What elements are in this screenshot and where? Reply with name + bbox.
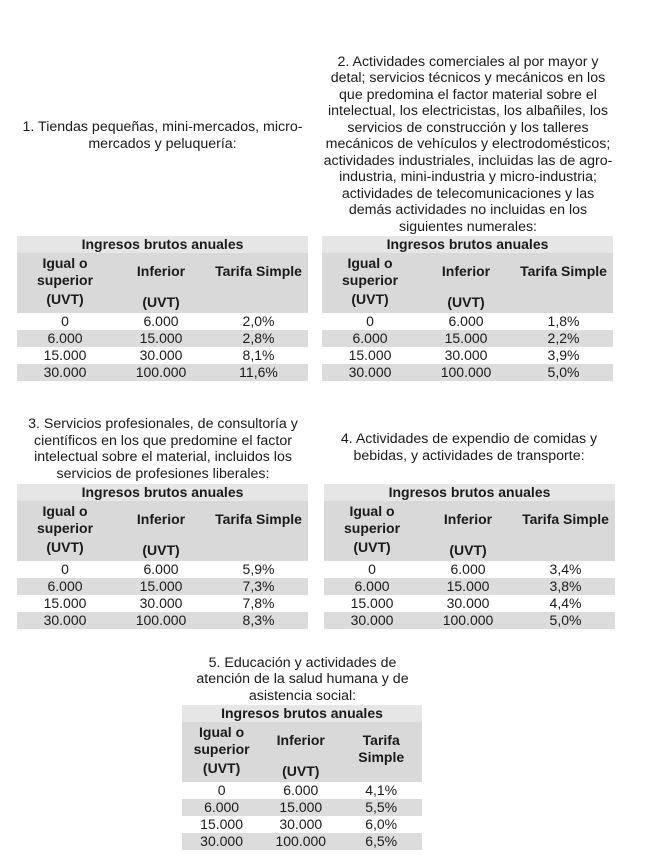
cell-inferior: 100.000 xyxy=(275,833,327,849)
cell-igual-o-superior: 15.000 xyxy=(200,816,243,832)
cell-inferior: 6.000 xyxy=(143,561,179,577)
section-2-table xyxy=(322,236,613,381)
cell-igual-o-superior: 0 xyxy=(217,782,226,798)
cell-tarifa: 8,1% xyxy=(242,347,275,363)
cell-inferior: 15.000 xyxy=(139,330,183,346)
table-row xyxy=(182,816,422,833)
col-igual-o-superior xyxy=(324,503,420,556)
col-tarifa-simple: Tarifa Simple xyxy=(358,732,405,765)
cell-inferior: 6.000 xyxy=(143,313,179,329)
cell-igual-o-superior: 15.000 xyxy=(348,347,392,363)
cell-tarifa: 4,4% xyxy=(549,595,582,611)
cell-inferior: 100.000 xyxy=(440,364,492,380)
cell-tarifa: 4,1% xyxy=(365,782,398,798)
cell-igual-o-superior: 15.000 xyxy=(43,347,87,363)
col-igual-o-superior-unit: (UVT) xyxy=(353,539,391,555)
cell-inferior: 100.000 xyxy=(442,612,494,628)
col-tarifa-simple: Tarifa Simple xyxy=(215,263,302,279)
table-row xyxy=(17,347,308,364)
section-5-table xyxy=(182,705,422,850)
section-4-table xyxy=(324,484,615,629)
col-inferior-unit: (UVT) xyxy=(142,542,180,558)
cell-inferior: 6.000 xyxy=(448,313,484,329)
section-5-heading: 5. Educación y actividades de atención de la salud humana y de asistencia social: xyxy=(196,654,409,704)
section-3-table xyxy=(17,484,308,629)
col-tarifa-simple: Tarifa Simple xyxy=(215,511,302,527)
cell-igual-o-superior: 15.000 xyxy=(350,595,394,611)
cell-igual-o-superior: 30.000 xyxy=(43,612,87,628)
cell-igual-o-superior: 6.000 xyxy=(47,330,83,346)
cell-tarifa: 11,6% xyxy=(239,364,278,380)
table-row xyxy=(324,612,615,629)
cell-inferior: 30.000 xyxy=(279,816,323,832)
table-row xyxy=(17,561,308,578)
cell-igual-o-superior: 30.000 xyxy=(348,364,392,380)
col-inferior-unit: (UVT) xyxy=(142,294,180,310)
cell-igual-o-superior: 6.000 xyxy=(352,330,388,346)
cell-igual-o-superior: 0 xyxy=(61,313,69,329)
table-row xyxy=(322,330,613,347)
table-title: Ingresos brutos anuales xyxy=(17,484,308,501)
cell-tarifa: 3,8% xyxy=(549,578,582,594)
cell-tarifa: 2,2% xyxy=(547,330,580,346)
table-row xyxy=(17,330,308,347)
table-row xyxy=(324,561,615,578)
table-header xyxy=(17,253,308,313)
col-inferior-label: Inferior xyxy=(443,511,493,527)
cell-igual-o-superior: 0 xyxy=(61,561,69,577)
col-igual-o-superior-label: Igual o superior xyxy=(193,724,250,757)
cell-igual-o-superior: 0 xyxy=(366,313,374,329)
col-inferior-unit: (UVT) xyxy=(449,542,487,558)
col-tarifa-simple: Tarifa Simple xyxy=(522,511,609,527)
cell-inferior: 30.000 xyxy=(139,347,183,363)
table-row xyxy=(322,347,613,364)
cell-igual-o-superior: 6.000 xyxy=(354,578,390,594)
cell-inferior: 30.000 xyxy=(139,595,183,611)
table-row xyxy=(324,595,615,612)
col-igual-o-superior xyxy=(17,255,113,308)
col-igual-o-superior-label: Igual o superior xyxy=(342,255,399,288)
cell-tarifa: 2,0% xyxy=(242,313,275,329)
cell-igual-o-superior: 30.000 xyxy=(200,833,243,849)
cell-tarifa: 5,0% xyxy=(547,364,580,380)
cell-tarifa: 3,4% xyxy=(549,561,582,577)
cell-tarifa: 5,0% xyxy=(549,612,582,628)
cell-tarifa: 3,9% xyxy=(547,347,580,363)
cell-inferior: 15.000 xyxy=(444,330,488,346)
section-2-heading: 2. Actividades comerciales al por mayor y detal; servicios técnicos y mecánicos en los que predomina el factor material sobre el intelectual, los electricistas, los albañiles, los servicios de construcción y los talleres mecánicos de vehículos y electrodomésticos; actividades industriales, incluidas las de agro-industria, mini-industria y micro-industria; actividades de telecomunicaciones y las demás actividades no incluidas en los siguientes numerales: xyxy=(323,53,613,235)
section-4-heading: 4. Actividades de expendio de comidas y bebidas, y actividades de transporte: xyxy=(340,431,598,464)
cell-tarifa: 7,8% xyxy=(242,595,275,611)
cell-tarifa: 6,5% xyxy=(365,833,398,849)
col-igual-o-superior-label: Igual o superior xyxy=(37,255,94,288)
table-row xyxy=(17,578,308,595)
table-row xyxy=(17,595,308,612)
table-title: Ingresos brutos anuales xyxy=(324,484,615,501)
cell-tarifa: 1,8% xyxy=(547,313,580,329)
col-igual-o-superior xyxy=(182,724,261,777)
table-title: Ingresos brutos anuales xyxy=(182,705,422,722)
cell-igual-o-superior: 6.000 xyxy=(204,799,240,815)
section-3-heading: 3. Servicios profesionales, de consultoría y científicos en los que predomine el factor intelectual sobre el material, incluidos los servicios de profesiones liberales: xyxy=(28,416,298,482)
cell-igual-o-superior: 30.000 xyxy=(43,364,87,380)
col-igual-o-superior-unit: (UVT) xyxy=(202,760,241,776)
cell-inferior: 30.000 xyxy=(444,347,488,363)
col-igual-o-superior-unit: (UVT) xyxy=(46,291,84,307)
table-row xyxy=(182,833,422,850)
col-inferior-label: Inferior xyxy=(136,263,186,279)
col-igual-o-superior-label: Igual o superior xyxy=(344,503,401,536)
cell-tarifa: 5,5% xyxy=(365,799,398,815)
cell-tarifa: 8,3% xyxy=(242,612,275,628)
table-row xyxy=(182,799,422,816)
col-igual-o-superior xyxy=(17,503,113,556)
cell-inferior: 30.000 xyxy=(446,595,490,611)
cell-tarifa: 6,0% xyxy=(365,816,398,832)
col-inferior-unit: (UVT) xyxy=(447,294,485,310)
cell-tarifa: 5,9% xyxy=(242,561,275,577)
cell-inferior: 6.000 xyxy=(450,561,486,577)
table-row xyxy=(322,313,613,330)
cell-inferior: 6.000 xyxy=(283,782,319,798)
table-row xyxy=(17,313,308,330)
table-header xyxy=(322,253,613,313)
table-row xyxy=(322,364,613,381)
cell-inferior: 15.000 xyxy=(279,799,323,815)
cell-inferior: 100.000 xyxy=(135,364,187,380)
col-tarifa-simple: Tarifa Simple xyxy=(520,263,607,279)
table-row xyxy=(17,612,308,629)
table-header xyxy=(17,501,308,561)
cell-igual-o-superior: 30.000 xyxy=(350,612,394,628)
cell-igual-o-superior: 6.000 xyxy=(47,578,83,594)
section-1-heading: 1. Tiendas pequeñas, mini-mercados, micro-mercados y peluquería: xyxy=(22,119,303,152)
col-igual-o-superior-unit: (UVT) xyxy=(351,291,389,307)
cell-tarifa: 2,8% xyxy=(242,330,275,346)
col-inferior-unit: (UVT) xyxy=(282,763,320,779)
col-inferior-label: Inferior xyxy=(136,511,186,527)
col-inferior-label: Inferior xyxy=(441,263,491,279)
cell-inferior: 15.000 xyxy=(139,578,183,594)
table-row xyxy=(17,364,308,381)
col-igual-o-superior-label: Igual o superior xyxy=(37,503,94,536)
table-header xyxy=(182,722,422,782)
cell-tarifa: 7,3% xyxy=(242,578,275,594)
col-inferior-label: Inferior xyxy=(276,732,325,748)
table-row xyxy=(324,578,615,595)
table-header xyxy=(324,501,615,561)
col-igual-o-superior xyxy=(322,255,418,308)
cell-igual-o-superior: 0 xyxy=(368,561,376,577)
table-title: Ingresos brutos anuales xyxy=(17,236,308,253)
cell-igual-o-superior: 15.000 xyxy=(43,595,87,611)
table-title: Ingresos brutos anuales xyxy=(322,236,613,253)
col-igual-o-superior-unit: (UVT) xyxy=(46,539,84,555)
cell-inferior: 100.000 xyxy=(135,612,187,628)
cell-inferior: 15.000 xyxy=(446,578,490,594)
table-row xyxy=(182,782,422,799)
section-1-table xyxy=(17,236,308,381)
